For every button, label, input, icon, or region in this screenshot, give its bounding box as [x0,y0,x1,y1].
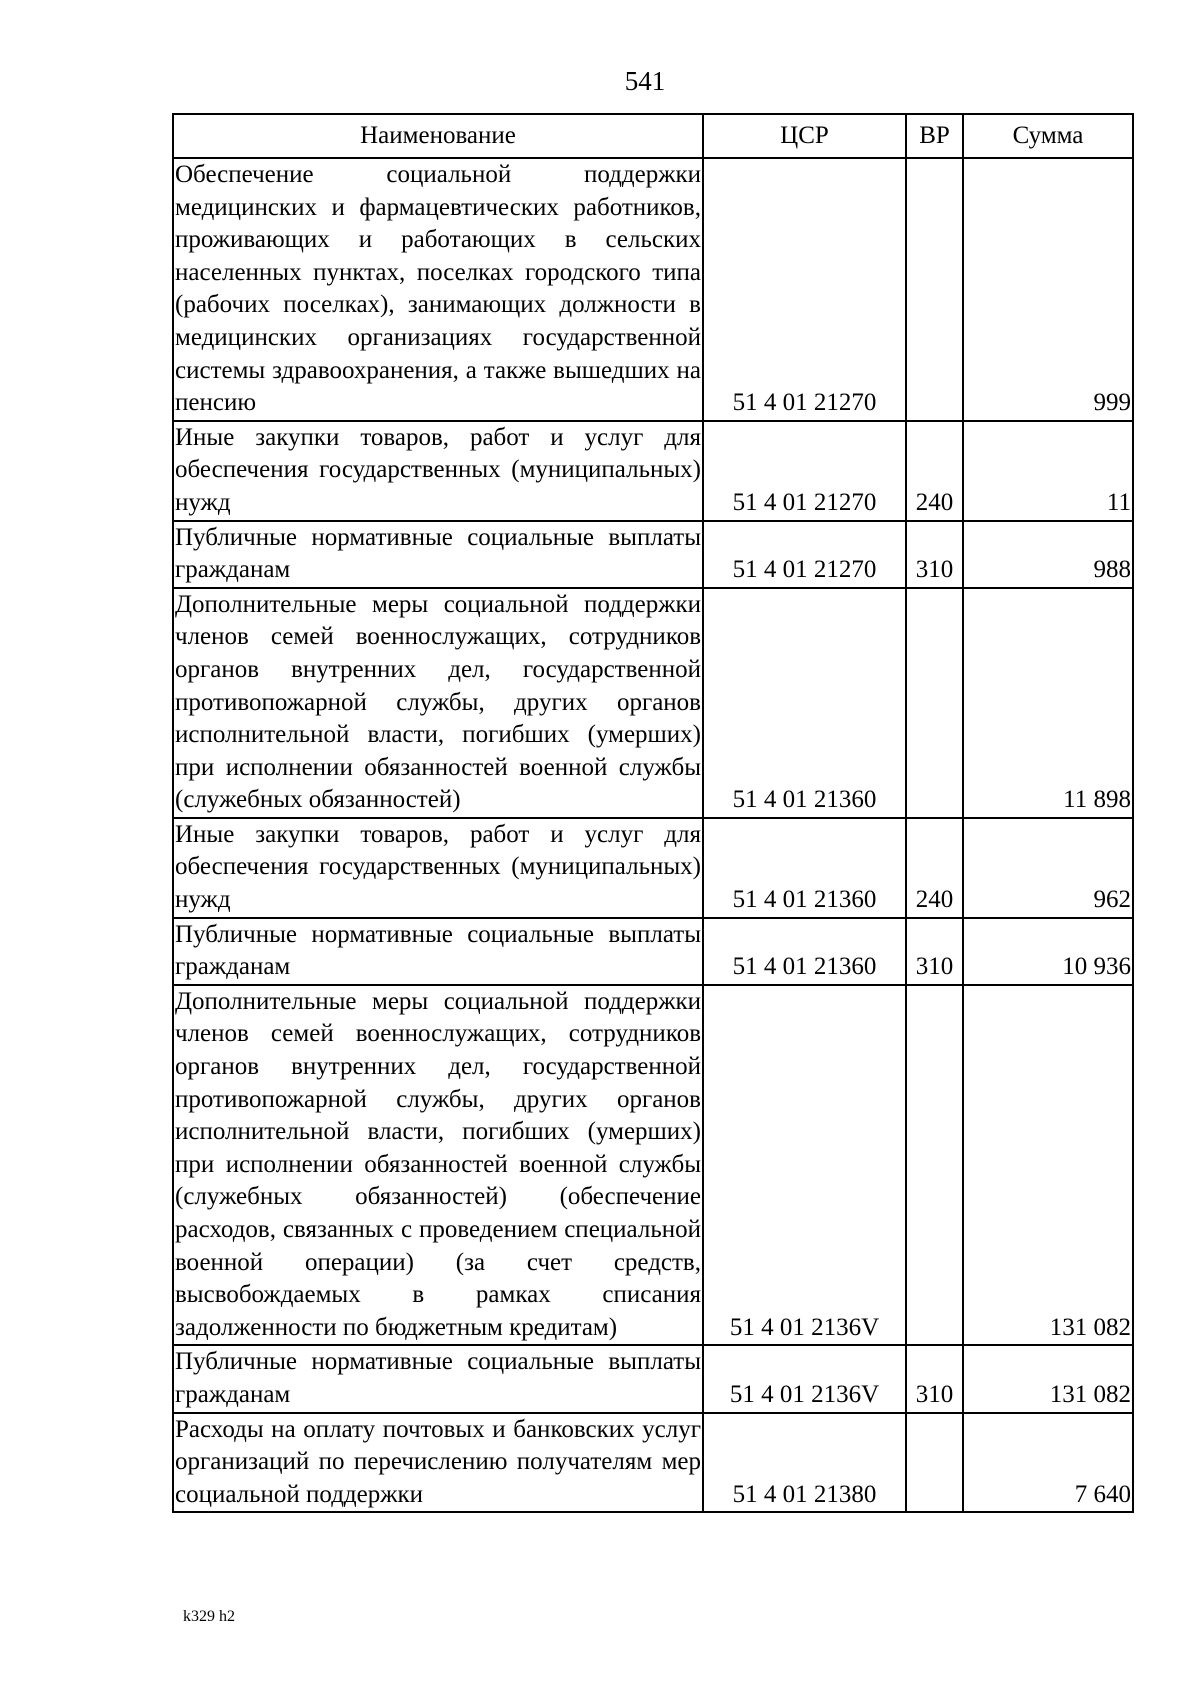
row-csr: 51 4 01 2136V [703,985,906,1346]
table-row [173,588,1133,818]
table-row [173,1413,1133,1513]
table-row [173,918,1133,985]
page-number: 541 [624,66,666,96]
row-vr: 240 [906,818,963,918]
row-name: Дополнительные меры социальной поддержки членов семей военнослужащих, сотрудников органов внутренних дел, государственной противопожарной службы, других органов исполнительной власти, погибших (умерших) при исполнении обязанностей военной службы (служебных обязанностей) [173,588,703,818]
row-sum: 11 [963,421,1133,521]
header-vr: ВР [906,114,963,158]
row-name: Расходы на оплату почтовых и банковских услуг организаций по перечислению получателям мер социальной поддержки [173,1413,703,1513]
header-name: Наименование [173,114,703,158]
footer-code: k329 h2 [183,1608,235,1625]
row-sum: 131 082 [963,1345,1133,1412]
row-sum: 988 [963,521,1133,588]
row-vr [906,588,963,818]
row-csr: 51 4 01 21380 [703,1413,906,1513]
row-vr: 310 [906,1345,963,1412]
row-csr: 51 4 01 2136V [703,1345,906,1412]
row-sum: 131 082 [963,985,1133,1346]
row-csr: 51 4 01 21270 [703,521,906,588]
row-vr: 240 [906,421,963,521]
row-csr: 51 4 01 21360 [703,818,906,918]
row-vr [906,1413,963,1513]
row-sum: 7 640 [963,1413,1133,1513]
row-csr: 51 4 01 21360 [703,918,906,985]
row-sum: 10 936 [963,918,1133,985]
row-name: Иные закупки товаров, работ и услуг для обеспечения государственных (муниципальных) нужд [173,818,703,918]
row-name: Обеспечение социальной поддержки медицинских и фармацевтических работников, проживающих и работающих в сельских населенных пунктах, поселках городского типа (рабочих поселках), занимающих должности в медицинских организациях государственной системы здравоохранения, а также вышедших на пенсию [173,158,703,421]
header-csr: ЦСР [703,114,906,158]
row-name: Публичные нормативные социальные выплаты гражданам [173,1345,703,1412]
table-row [173,985,1133,1346]
table-row [173,521,1133,588]
row-sum: 11 898 [963,588,1133,818]
row-name: Дополнительные меры социальной поддержки членов семей военнослужащих, сотрудников органов внутренних дел, государственной противопожарной службы, других органов исполнительной власти, погибших (умерших) при исполнении обязанностей военной службы (служебных обязанностей) (обеспечение расходов, связанных с проведением специальной военной операции) (за счет средств, высвобождаемых в рамках списания задолженности по бюджетным кредитам) [173,985,703,1346]
row-vr [906,985,963,1346]
table-row [173,1345,1133,1412]
row-vr [906,158,963,421]
table-row [173,158,1133,421]
header-sum: Сумма [963,114,1133,158]
row-sum: 999 [963,158,1133,421]
table-row [173,421,1133,521]
row-name: Публичные нормативные социальные выплаты гражданам [173,521,703,588]
row-vr: 310 [906,918,963,985]
table-row [173,818,1133,918]
row-vr: 310 [906,521,963,588]
row-csr: 51 4 01 21360 [703,588,906,818]
row-name: Публичные нормативные социальные выплаты гражданам [173,918,703,985]
row-csr: 51 4 01 21270 [703,158,906,421]
table-header-row [173,114,1133,158]
budget-table [172,113,1134,1513]
row-csr: 51 4 01 21270 [703,421,906,521]
row-name: Иные закупки товаров, работ и услуг для обеспечения государственных (муниципальных) нужд [173,421,703,521]
row-sum: 962 [963,818,1133,918]
